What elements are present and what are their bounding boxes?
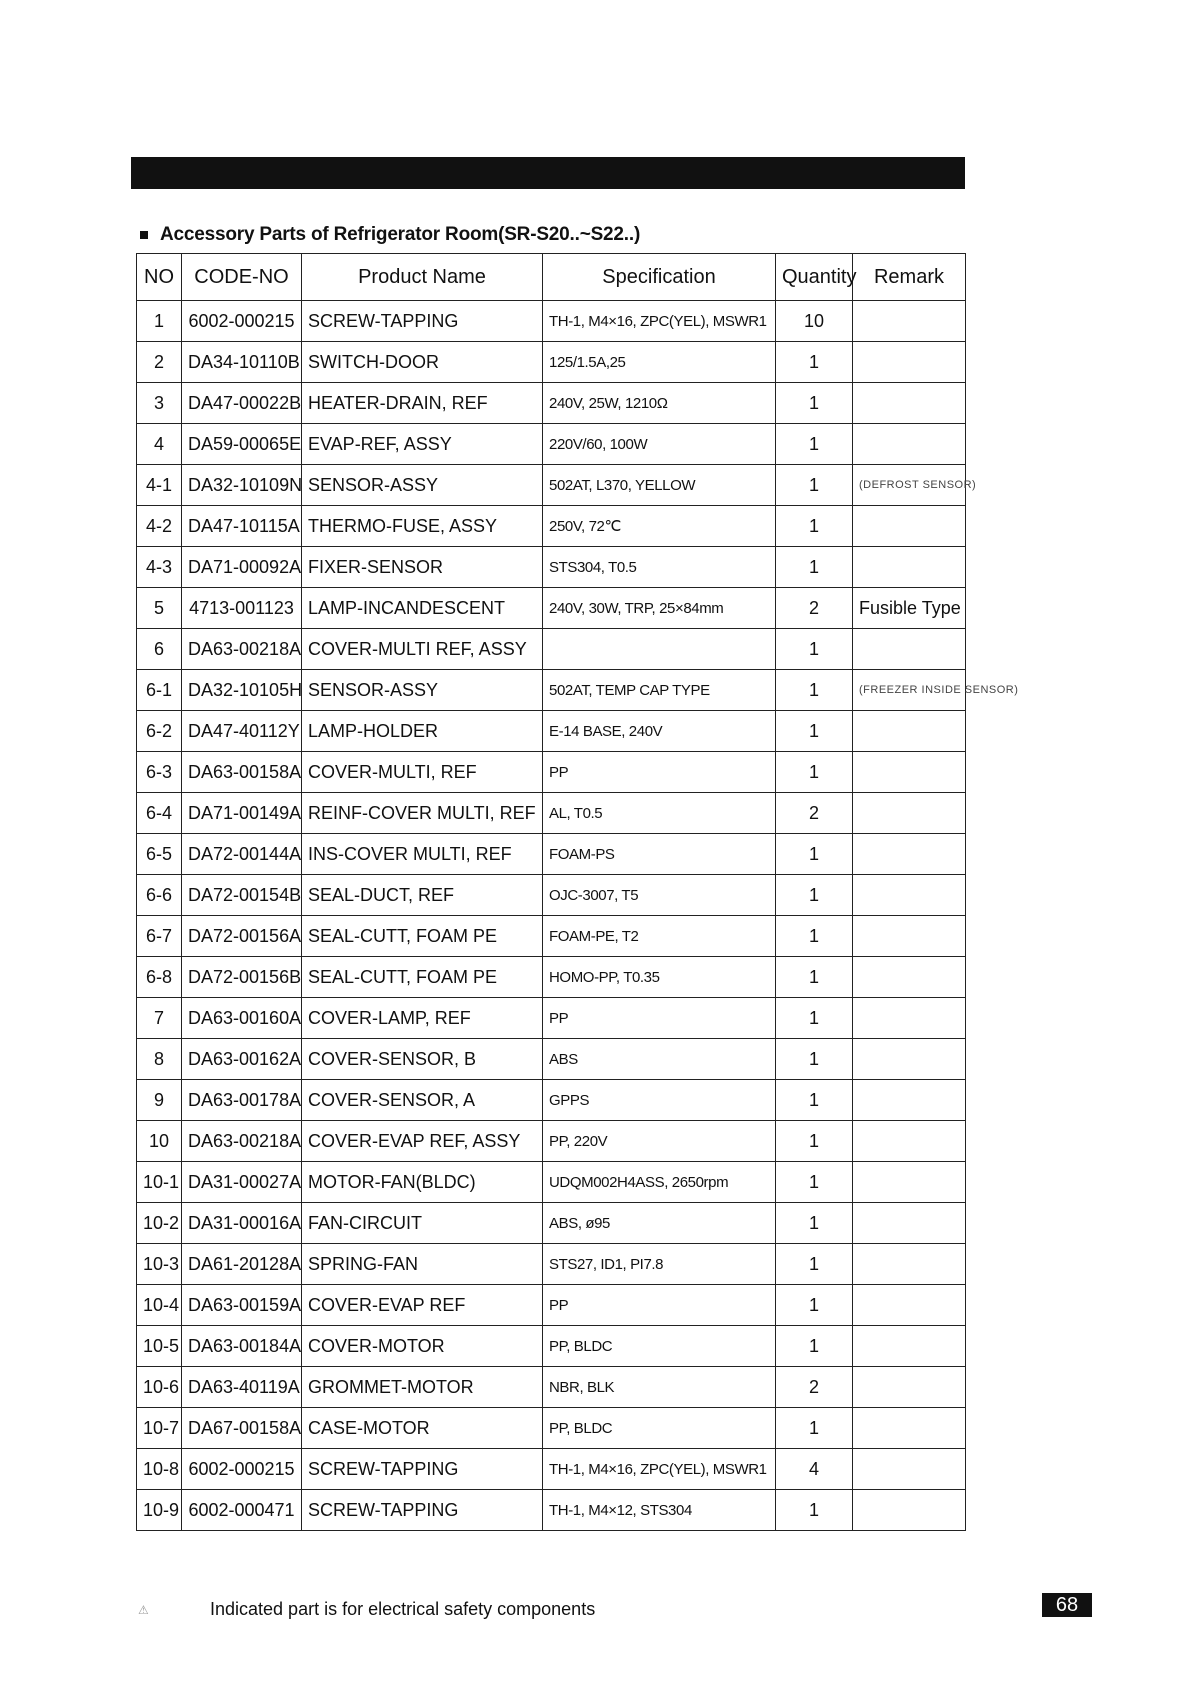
cell-remark (853, 1162, 966, 1203)
cell-quantity: 1 (776, 1285, 853, 1326)
cell-code: DA61-20128A (182, 1244, 302, 1285)
cell-quantity: 1 (776, 1039, 853, 1080)
cell-remark (853, 629, 966, 670)
table-row (137, 1408, 966, 1449)
table-row (137, 629, 966, 670)
cell-product-name: SCREW-TAPPING (302, 301, 543, 342)
cell-product-name: SENSOR-ASSY (302, 465, 543, 506)
cell-no: 6-4 (137, 793, 182, 834)
cell-code: DA32-10105H (182, 670, 302, 711)
cell-product-name: SENSOR-ASSY (302, 670, 543, 711)
cell-remark (853, 1039, 966, 1080)
cell-quantity: 1 (776, 1162, 853, 1203)
table-row (137, 711, 966, 752)
cell-product-name: FAN-CIRCUIT (302, 1203, 543, 1244)
cell-no: 10-5 (137, 1326, 182, 1367)
cell-specification: PP, 220V (543, 1121, 776, 1162)
table-row (137, 1326, 966, 1367)
cell-code: 6002-000215 (182, 301, 302, 342)
cell-product-name: MOTOR-FAN(BLDC) (302, 1162, 543, 1203)
cell-quantity: 1 (776, 957, 853, 998)
cell-product-name: FIXER-SENSOR (302, 547, 543, 588)
cell-quantity: 1 (776, 1244, 853, 1285)
cell-code: DA63-00218A (182, 1121, 302, 1162)
cell-remark (853, 1449, 966, 1490)
cell-specification: PP, BLDC (543, 1408, 776, 1449)
cell-product-name: LAMP-INCANDESCENT (302, 588, 543, 629)
cell-no: 6-1 (137, 670, 182, 711)
cell-no: 4-2 (137, 506, 182, 547)
table-row (137, 1039, 966, 1080)
cell-no: 4-3 (137, 547, 182, 588)
cell-remark (853, 1285, 966, 1326)
cell-product-name: THERMO-FUSE, ASSY (302, 506, 543, 547)
table-row (137, 1490, 966, 1531)
cell-code: DA63-40119A (182, 1367, 302, 1408)
cell-specification: PP (543, 998, 776, 1039)
table-row (137, 465, 966, 506)
cell-no: 6-5 (137, 834, 182, 875)
cell-no: 10-1 (137, 1162, 182, 1203)
cell-specification: OJC-3007, T5 (543, 875, 776, 916)
cell-no: 6-8 (137, 957, 182, 998)
cell-product-name: SPRING-FAN (302, 1244, 543, 1285)
cell-code: 6002-000471 (182, 1490, 302, 1531)
cell-remark (853, 957, 966, 998)
cell-product-name: SCREW-TAPPING (302, 1490, 543, 1531)
cell-specification: TH-1, M4×16, ZPC(YEL), MSWR1 (543, 1449, 776, 1490)
page-number: 68 (1042, 1593, 1092, 1617)
cell-code: DA32-10109N (182, 465, 302, 506)
cell-remark (853, 1408, 966, 1449)
cell-code: DA67-00158A (182, 1408, 302, 1449)
cell-product-name: EVAP-REF, ASSY (302, 424, 543, 465)
table-row (137, 998, 966, 1039)
table-row (137, 1162, 966, 1203)
cell-product-name: SCREW-TAPPING (302, 1449, 543, 1490)
cell-remark (853, 1203, 966, 1244)
cell-quantity: 1 (776, 1326, 853, 1367)
cell-no: 10-3 (137, 1244, 182, 1285)
cell-product-name: INS-COVER MULTI, REF (302, 834, 543, 875)
cell-quantity: 2 (776, 793, 853, 834)
cell-no: 1 (137, 301, 182, 342)
cell-quantity: 1 (776, 342, 853, 383)
cell-specification: FOAM-PS (543, 834, 776, 875)
cell-no: 9 (137, 1080, 182, 1121)
cell-no: 10-6 (137, 1367, 182, 1408)
parts-table-body (137, 301, 1019, 1531)
cell-quantity: 1 (776, 1490, 853, 1531)
cell-code: 4713-001123 (182, 588, 302, 629)
cell-code: DA63-00184A (182, 1326, 302, 1367)
cell-product-name: SEAL-CUTT, FOAM PE (302, 916, 543, 957)
cell-specification: 250V, 72℃ (543, 506, 776, 547)
cell-remark (853, 506, 966, 547)
cell-quantity: 1 (776, 875, 853, 916)
safety-mark-icon: ⚠ (138, 1603, 149, 1617)
cell-product-name: SWITCH-DOOR (302, 342, 543, 383)
cell-specification: HOMO-PP, T0.35 (543, 957, 776, 998)
cell-remark (853, 1326, 966, 1367)
cell-product-name: HEATER-DRAIN, REF (302, 383, 543, 424)
cell-code: DA72-00144A (182, 834, 302, 875)
col-header-code: CODE-NO (182, 254, 302, 301)
cell-quantity: 2 (776, 1367, 853, 1408)
col-header-name: Product Name (302, 254, 543, 301)
cell-product-name: COVER-SENSOR, A (302, 1080, 543, 1121)
cell-specification: STS304, T0.5 (543, 547, 776, 588)
table-row (137, 752, 966, 793)
cell-no: 10-7 (137, 1408, 182, 1449)
cell-no: 4 (137, 424, 182, 465)
cell-quantity: 1 (776, 1408, 853, 1449)
cell-quantity: 1 (776, 383, 853, 424)
cell-remark (853, 1490, 966, 1531)
cell-no: 3 (137, 383, 182, 424)
cell-code: DA72-00154B (182, 875, 302, 916)
cell-quantity: 2 (776, 588, 853, 629)
cell-code: DA63-00158A (182, 752, 302, 793)
cell-quantity: 1 (776, 424, 853, 465)
cell-quantity: 1 (776, 629, 853, 670)
table-row (137, 342, 966, 383)
col-header-spec: Specification (543, 254, 776, 301)
col-header-quantity: Quantity (776, 254, 853, 301)
cell-specification: NBR, BLK (543, 1367, 776, 1408)
cell-no: 2 (137, 342, 182, 383)
cell-specification: TH-1, M4×16, ZPC(YEL), MSWR1 (543, 301, 776, 342)
cell-code: DA63-00159A (182, 1285, 302, 1326)
cell-specification: PP (543, 1285, 776, 1326)
cell-product-name: GROMMET-MOTOR (302, 1367, 543, 1408)
table-row (137, 834, 966, 875)
cell-remark (853, 711, 966, 752)
table-row (137, 875, 966, 916)
cell-no: 6-3 (137, 752, 182, 793)
cell-specification: 502AT, L370, YELLOW (543, 465, 776, 506)
cell-code: DA47-40112Y (182, 711, 302, 752)
table-row (137, 1203, 966, 1244)
cell-remark (853, 793, 966, 834)
table-row (137, 383, 966, 424)
cell-code: DA31-00027A (182, 1162, 302, 1203)
table-row (137, 588, 966, 629)
cell-quantity: 4 (776, 1449, 853, 1490)
cell-remark (853, 752, 966, 793)
cell-no: 10-9 (137, 1490, 182, 1531)
cell-remark: (DEFROST SENSOR) (853, 465, 966, 506)
bullet-icon (140, 231, 148, 239)
cell-product-name: SEAL-DUCT, REF (302, 875, 543, 916)
footer-note: Indicated part is for electrical safety components (210, 1599, 596, 1619)
table-row (137, 1449, 966, 1490)
cell-specification: AL, T0.5 (543, 793, 776, 834)
cell-quantity: 1 (776, 1121, 853, 1162)
header-bar (131, 157, 965, 189)
section-title-text: Accessory Parts of Refrigerator Room(SR-S20..~S22..) (160, 224, 641, 245)
table-row (137, 670, 966, 711)
cell-remark (853, 998, 966, 1039)
cell-product-name: CASE-MOTOR (302, 1408, 543, 1449)
cell-code: DA59-00065E (182, 424, 302, 465)
cell-no: 10 (137, 1121, 182, 1162)
table-header-row (137, 254, 966, 301)
cell-code: DA72-00156A (182, 916, 302, 957)
cell-specification: 240V, 25W, 1210Ω (543, 383, 776, 424)
table-row (137, 1285, 966, 1326)
col-header-no: NO (137, 254, 182, 301)
cell-no: 6-7 (137, 916, 182, 957)
cell-specification: PP, BLDC (543, 1326, 776, 1367)
cell-quantity: 1 (776, 916, 853, 957)
cell-remark (853, 916, 966, 957)
cell-specification: E-14 BASE, 240V (543, 711, 776, 752)
cell-remark (853, 1244, 966, 1285)
cell-specification: 240V, 30W, TRP, 25×84mm (543, 588, 776, 629)
table-row (137, 916, 966, 957)
cell-specification: 502AT, TEMP CAP TYPE (543, 670, 776, 711)
cell-remark (853, 301, 966, 342)
cell-specification: GPPS (543, 1080, 776, 1121)
cell-no: 6-6 (137, 875, 182, 916)
cell-code: DA31-00016A (182, 1203, 302, 1244)
cell-no: 10-8 (137, 1449, 182, 1490)
cell-product-name: REINF-COVER MULTI, REF (302, 793, 543, 834)
cell-specification: TH-1, M4×12, STS304 (543, 1490, 776, 1531)
cell-no: 10-2 (137, 1203, 182, 1244)
cell-product-name: COVER-EVAP REF (302, 1285, 543, 1326)
table-row (137, 547, 966, 588)
cell-code: DA71-00092A (182, 547, 302, 588)
cell-quantity: 1 (776, 711, 853, 752)
cell-code: DA63-00178A (182, 1080, 302, 1121)
cell-code: 6002-000215 (182, 1449, 302, 1490)
parts-table (136, 253, 1019, 1531)
col-header-remark: Remark (853, 254, 966, 301)
section-title (140, 224, 640, 246)
cell-remark (853, 834, 966, 875)
cell-specification: STS27, ID1, PI7.8 (543, 1244, 776, 1285)
cell-code: DA47-10115A (182, 506, 302, 547)
cell-quantity: 1 (776, 1203, 853, 1244)
cell-no: 4-1 (137, 465, 182, 506)
cell-code: DA63-00218A (182, 629, 302, 670)
cell-specification: ABS, ø95 (543, 1203, 776, 1244)
cell-code: DA63-00162A (182, 1039, 302, 1080)
table-row (137, 957, 966, 998)
cell-product-name: LAMP-HOLDER (302, 711, 543, 752)
table-row (137, 1080, 966, 1121)
table-row (137, 1244, 966, 1285)
cell-code: DA72-00156B (182, 957, 302, 998)
cell-no: 10-4 (137, 1285, 182, 1326)
cell-specification (543, 629, 776, 670)
cell-quantity: 1 (776, 834, 853, 875)
cell-code: DA63-00160A (182, 998, 302, 1039)
cell-product-name: COVER-SENSOR, B (302, 1039, 543, 1080)
cell-quantity: 1 (776, 752, 853, 793)
cell-remark (853, 1121, 966, 1162)
cell-specification: 220V/60, 100W (543, 424, 776, 465)
cell-remark: Fusible Type (853, 588, 966, 629)
cell-quantity: 1 (776, 998, 853, 1039)
table-row (137, 424, 966, 465)
cell-product-name: COVER-MULTI REF, ASSY (302, 629, 543, 670)
cell-specification: UDQM002H4ASS, 2650rpm (543, 1162, 776, 1203)
cell-code: DA71-00149A (182, 793, 302, 834)
cell-remark (853, 1367, 966, 1408)
cell-remark (853, 342, 966, 383)
cell-quantity: 1 (776, 547, 853, 588)
cell-no: 7 (137, 998, 182, 1039)
cell-quantity: 1 (776, 1080, 853, 1121)
cell-specification: FOAM-PE, T2 (543, 916, 776, 957)
cell-no: 6 (137, 629, 182, 670)
cell-product-name: COVER-LAMP, REF (302, 998, 543, 1039)
cell-quantity: 1 (776, 506, 853, 547)
cell-no: 5 (137, 588, 182, 629)
cell-code: DA47-00022B (182, 383, 302, 424)
cell-remark (853, 1080, 966, 1121)
cell-specification: ABS (543, 1039, 776, 1080)
table-row (137, 301, 966, 342)
cell-product-name: COVER-EVAP REF, ASSY (302, 1121, 543, 1162)
cell-no: 6-2 (137, 711, 182, 752)
table-row (137, 793, 966, 834)
table-row (137, 506, 966, 547)
cell-quantity: 1 (776, 465, 853, 506)
cell-remark: (FREEZER INSIDE SENSOR) (853, 670, 966, 711)
cell-product-name: COVER-MOTOR (302, 1326, 543, 1367)
cell-specification: PP (543, 752, 776, 793)
cell-remark (853, 875, 966, 916)
cell-remark (853, 547, 966, 588)
cell-remark (853, 383, 966, 424)
cell-quantity: 1 (776, 670, 853, 711)
cell-specification: 125/1.5A,25 (543, 342, 776, 383)
cell-quantity: 10 (776, 301, 853, 342)
table-row (137, 1121, 966, 1162)
cell-remark (853, 424, 966, 465)
table-row (137, 1367, 966, 1408)
cell-code: DA34-10110B (182, 342, 302, 383)
cell-no: 8 (137, 1039, 182, 1080)
cell-product-name: SEAL-CUTT, FOAM PE (302, 957, 543, 998)
cell-product-name: COVER-MULTI, REF (302, 752, 543, 793)
